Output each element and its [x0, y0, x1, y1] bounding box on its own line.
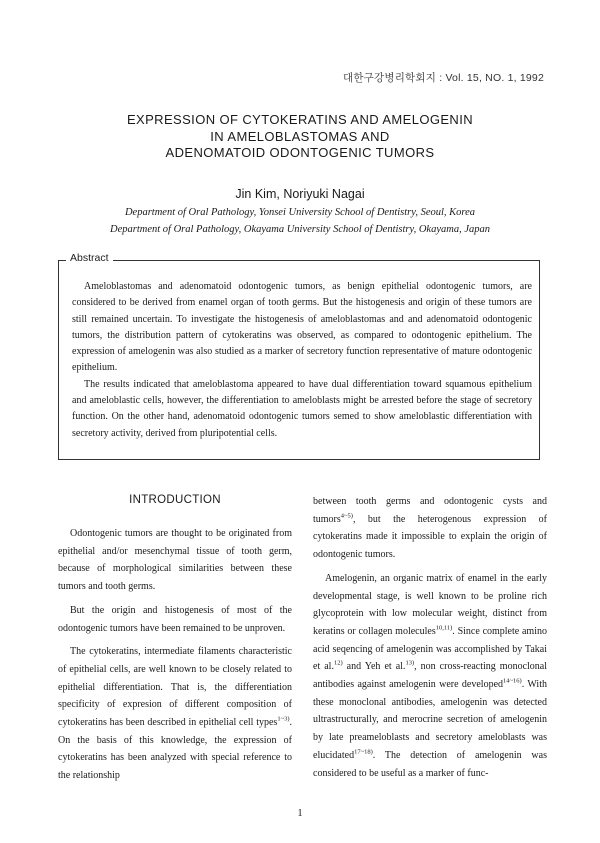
- intro-text: . On the basis of this knowledge, the expression of cytokeratins has been analyzed with special reference to the relationship: [58, 717, 292, 782]
- intro-text: . Since complete amino acid seqencing of amelogenin was accomplished by Takai et al.: [313, 625, 547, 673]
- title-line-3: ADENOMATOID ODONTOGENIC TUMORS: [165, 145, 435, 160]
- intro-text: . The detection of amelogenin was considered to be useful as a marker of func-: [313, 749, 547, 779]
- intro-text: Amelogenin, an organic matrix of enamel in the early developmental stage, is well known to be proline rich glycoprotein with low molecular weight, distinct from keratins or collagen molecules: [313, 572, 547, 637]
- introduction-heading: INTRODUCTION: [129, 494, 221, 506]
- abstract-paragraph-2: The results indicated that ameloblastoma appeared to have dual differentiation toward squamous epithelium and ameloblastic cells, however, the differentiation to ameloblasts might be arrested before the stage of secretory function. On the other hand, adenomatoid odontogenic tumors semed to show ameloblastic differentiation with secretory activity, derived from pluripotential cells.: [72, 378, 532, 439]
- citation: 14~16): [503, 677, 522, 685]
- citation: 4~5): [340, 512, 353, 520]
- intro-text: , non cross-reacting monoclonal antibodies against amelogenin were developed: [313, 661, 547, 691]
- affiliation-1: Department of Oral Pathology, Yonsei University School of Dentistry, Seoul, Korea: [124, 207, 476, 218]
- citation: 13): [405, 660, 415, 667]
- author-list: Jin Kim, Noriyuki Nagai: [235, 187, 365, 201]
- intro-text: The cytokeratins, intermediate filaments characteristic of epithelial cells, are well known to be closely related to epithelial differentiation. That is, the differentiation specificity of expresion of different composition of cytokeratins has been described in epithelial cell types: [58, 646, 292, 729]
- abstract-body: [72, 279, 532, 442]
- abstract-label: Abstract: [66, 252, 113, 264]
- citation: 1~3): [277, 715, 290, 723]
- paper-title: [0, 112, 600, 162]
- citation: 12): [333, 660, 343, 667]
- intro-text: and Yeh et al.: [342, 661, 406, 673]
- title-line-2: IN AMELOBLASTOMAS AND: [210, 128, 390, 144]
- abstract-paragraph-1: Ameloblastomas and adenomatoid odontogenic tumors, as benign epithelial odontogenic tumors, are considered to be derived from enamel organ of tooth germs. But the histogenesis and origin of these tumors are still remained uncertain. To investigate the histogenesis of ameloblastomas and and adenomatoid odontogenic tumors, the distribution pattern of cytokeratins was observed, as compared to odontogenic epithelium. The expression of amelogenin was also studied as a marker of secretory function representative of mature odontogenic epithelium.: [72, 281, 532, 374]
- left-column: [58, 493, 292, 791]
- intro-paragraph-1: Odontogenic tumors are thought to be originated from epithelial and/or mesenchymal tissue of tooth germ, because of morphological similarities between these tumors and tooth germs.: [58, 528, 292, 593]
- intro-paragraph-2: But the origin and histogenesis of most of the odontogenic tumors have been remained to be unproven.: [58, 604, 292, 634]
- journal-header: 대한구강병리학회지 : Vol. 15, NO. 1, 1992: [343, 72, 544, 84]
- right-column: [313, 493, 547, 788]
- citation: 17~18): [354, 748, 373, 756]
- intro-paragraph-3: [58, 643, 292, 785]
- citation: 10,11): [435, 624, 453, 632]
- page-number: 1: [297, 808, 303, 819]
- affiliations: [0, 204, 600, 238]
- affiliation-2: Department of Oral Pathology, Okayama University School of Dentistry, Okayama, Japan: [110, 224, 490, 235]
- title-line-1: EXPRESSION OF CYTOKERATINS AND AMELOGENIN: [126, 112, 474, 127]
- intro-paragraph-amelogenin: [313, 570, 547, 782]
- intro-text: , but the heterogenous expression of cytokeratins made it impossible to explain the origin of odontogenic tumors.: [313, 513, 547, 561]
- intro-paragraph-continued: [313, 493, 547, 564]
- intro-text: . With these monoclonal antibodies, amelogenin was detected ultrastructurally, and merocrine secretion of amelogenin by late preameloblasts and secretory ameloblasts was elucidated: [313, 679, 547, 761]
- intro-text: between tooth germs and odontogenic cysts and tumors: [313, 496, 547, 525]
